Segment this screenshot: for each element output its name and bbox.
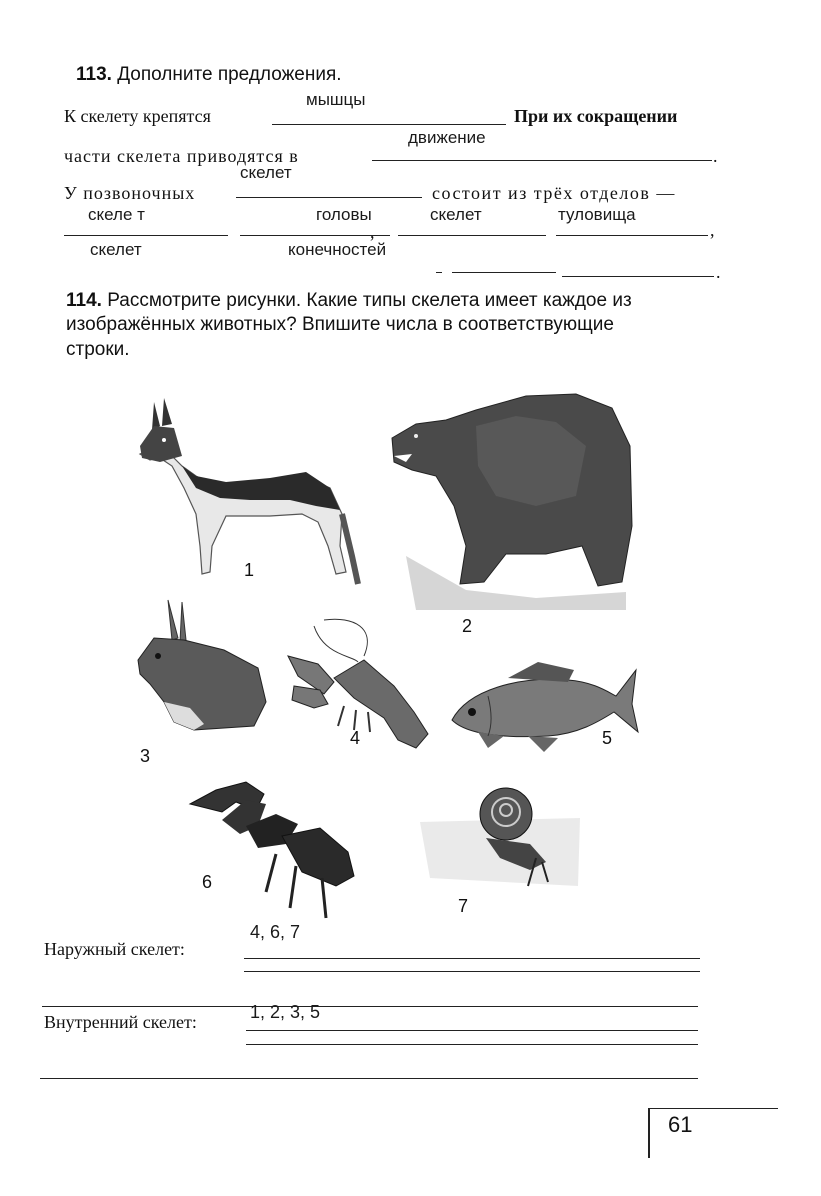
stag-beetle-illustration — [186, 774, 366, 920]
fill-trunk: туловища — [558, 205, 636, 224]
blank-line-2 — [372, 160, 712, 161]
sentence-1-end: При их сокращении — [514, 106, 678, 126]
page-number: 61 — [668, 1112, 693, 1137]
fill-head: головы — [316, 205, 372, 224]
fill-limbs: конечностей — [288, 240, 387, 259]
task-114-number: 114. — [66, 290, 102, 311]
figure-label-6: 6 — [202, 872, 213, 892]
fill-skull-skeleton: скеле т — [88, 205, 145, 224]
blank-line-5c — [562, 276, 714, 277]
task-114-line-3: строки. — [66, 339, 130, 360]
period-2: . — [716, 262, 721, 282]
blank-line-4c — [398, 235, 546, 236]
fill-muscles: мышцы — [306, 90, 366, 109]
fill-trunk-skeleton: скелет — [430, 205, 482, 224]
comma-1: , — [710, 220, 715, 240]
fill-limb-skeleton: скелет — [90, 240, 142, 259]
blank-dash — [436, 272, 442, 273]
period: . — [713, 146, 718, 166]
sentence-3-start: У позвоночных — [64, 183, 196, 203]
figure-label-4: 4 — [350, 728, 361, 748]
internal-line-1b — [246, 1044, 698, 1045]
internal-skeleton-label: Внутренний скелет: — [44, 1012, 197, 1032]
blank-line-1 — [272, 124, 506, 125]
external-line-2 — [42, 1006, 698, 1007]
comma-2: , — [370, 222, 375, 242]
figure-label-2: 2 — [462, 616, 473, 636]
figure-label-7: 7 — [458, 896, 469, 916]
external-skeleton-answer: 4, 6, 7 — [250, 922, 301, 942]
sentence-2-start: части скелета приводятся в — [64, 146, 299, 166]
fill-skeleton: скелет — [240, 163, 292, 182]
internal-line-2 — [40, 1078, 698, 1079]
task-114-text-1: Рассмотрите рисунки. Какие типы скелета имеет каждое из — [107, 290, 632, 311]
sentence-3-end: состоит из трёх отделов — — [432, 183, 676, 203]
blank-line-4b — [240, 235, 390, 236]
blank-line-4a — [64, 235, 228, 236]
external-line-1b — [244, 971, 700, 972]
fill-movement: движение — [408, 128, 486, 147]
page-number-rule — [648, 1108, 778, 1109]
blank-line-3 — [236, 197, 422, 198]
rabbit-illustration — [134, 598, 274, 738]
page-number-divider — [648, 1108, 650, 1158]
external-skeleton-label: Наружный скелет: — [44, 939, 185, 959]
figure-label-3: 3 — [140, 746, 151, 766]
task-114-line-1 — [66, 288, 632, 314]
task-113-title: Дополните предложения. — [117, 64, 342, 85]
blank-line-4d — [556, 235, 708, 236]
external-line-1 — [244, 958, 700, 959]
task-114-line-2: изображённых животных? Впишите числа в соответствующие — [66, 314, 614, 335]
bear-illustration — [386, 386, 636, 612]
dog-illustration — [130, 396, 360, 586]
internal-line-1 — [246, 1030, 698, 1031]
snail-illustration — [420, 778, 584, 890]
task-113-number: 113. — [76, 64, 112, 85]
blank-line-5b — [452, 272, 556, 273]
internal-skeleton-answer: 1, 2, 3, 5 — [250, 1002, 321, 1022]
figure-label-1: 1 — [244, 560, 255, 580]
figure-label-5: 5 — [602, 728, 613, 748]
sentence-1-start: К скелету крепятся — [64, 106, 211, 126]
task-113-heading — [76, 62, 342, 88]
